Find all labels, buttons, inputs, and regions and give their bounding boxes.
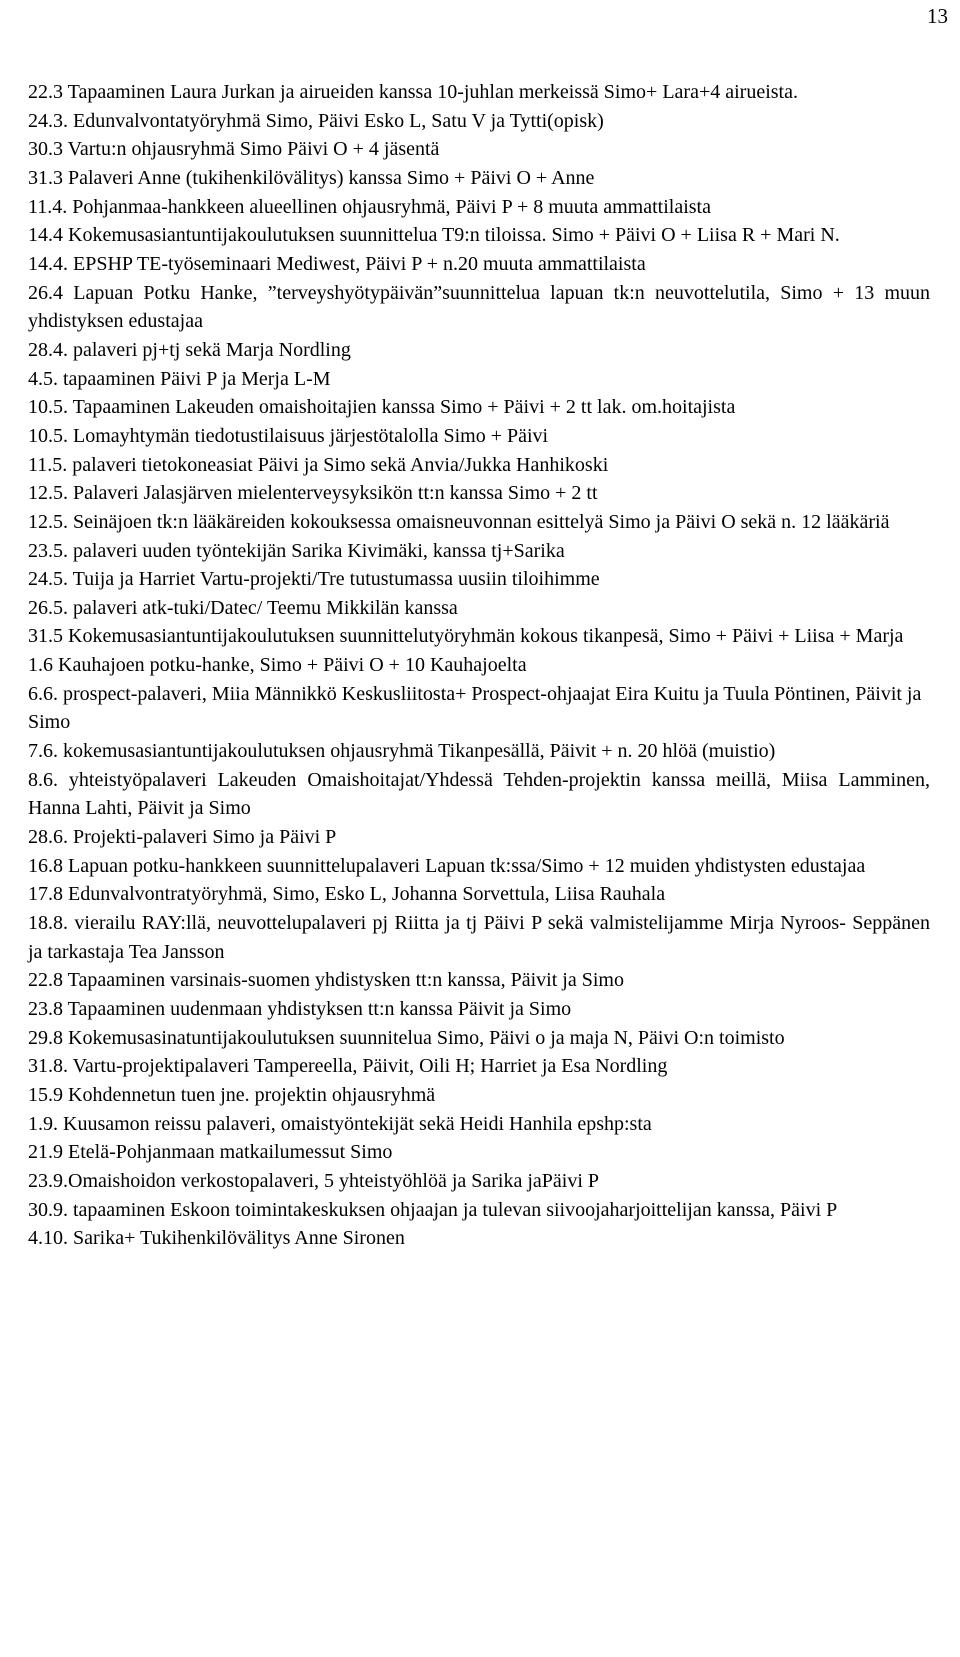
- log-entry: 26.5. palaveri atk-tuki/Datec/ Teemu Mikkilän kanssa: [28, 596, 458, 619]
- log-entry: 22.8 Tapaaminen varsinais-suomen yhdistysken tt:n kanssa, Päivit ja Simo: [28, 969, 624, 992]
- log-entry: 8.6. yhteistyöpalaveri Lakeuden Omaishoitajat/Yhdessä Tehden-projektin kanssa meillä, Miisa Lamminen, Hanna Lahti, Päivit ja Simo: [28, 768, 930, 820]
- meeting-log-list: [28, 78, 930, 1253]
- log-entry: 17.8 Edunvalvontratyöryhmä, Simo, Esko L, Johanna Sorvettula, Liisa Rauhala: [28, 883, 666, 906]
- log-entry: 24.3. Edunvalvontatyöryhmä Simo, Päivi Esko L, Satu V ja Tytti(opisk): [28, 109, 604, 132]
- log-entry: 23.9.Omaishoidon verkostopalaveri, 5 yhteistyöhlöä ja Sarika jaPäivi P: [28, 1169, 600, 1192]
- log-entry: 14.4 Kokemusasiantuntijakoulutuksen suunnittelua T9:n tiloissa. Simo + Päivi O + Liisa R + Mari N.: [28, 224, 840, 247]
- log-entry: 23.5. palaveri uuden työntekijän Sarika Kivimäki, kanssa tj+Sarika: [28, 539, 565, 562]
- log-entry: 4.10. Sarika+ Tukihenkilövälitys Anne Sironen: [28, 1227, 405, 1250]
- page-number: 13: [927, 4, 948, 28]
- log-entry: 15.9 Kohdennetun tuen jne. projektin ohjausryhmä: [28, 1083, 436, 1106]
- log-entry: 28.4. palaveri pj+tj sekä Marja Nordling: [28, 338, 351, 361]
- log-entry: 21.9 Etelä-Pohjanmaan matkailumessut Simo: [28, 1141, 393, 1164]
- log-entry: 22.3 Tapaaminen Laura Jurkan ja airueiden kanssa 10-juhlan merkeissä Simo+ Lara+4 airueista.: [28, 81, 798, 103]
- log-entry: 12.5. Palaveri Jalasjärven mielenterveysyksikön tt:n kanssa Simo + 2 tt: [28, 482, 598, 505]
- log-entry: 1.6 Kauhajoen potku-hanke, Simo + Päivi O + 10 Kauhajoelta: [28, 654, 527, 677]
- log-entry: 4.5. tapaaminen Päivi P ja Merja L-M: [28, 367, 331, 390]
- log-entry: 24.5. Tuija ja Harriet Vartu-projekti/Tre tutustumassa uusiin tiloihimme: [28, 568, 600, 591]
- log-entry: 6.6. prospect-palaveri, Miia Männikkö Keskusliitosta+ Prospect-ohjaajat Eira Kuitu ja Tuula Pöntinen, Päivit ja Simo: [28, 682, 922, 734]
- log-entry: 31.5 Kokemusasiantuntijakoulutuksen suunnittelutyöryhmän kokous tikanpesä, Simo + Päivi + Liisa + Marja: [28, 625, 904, 648]
- log-entry: 14.4. EPSHP TE-työseminaari Mediwest, Päivi P + n.20 muuta ammattilaista: [28, 252, 646, 275]
- log-entry: 18.8. vierailu RAY:llä, neuvottelupalaveri pj Riitta ja tj Päivi P sekä valmistelijamme Mirja Nyroos- Seppänen ja tarkastaja Tea Jansson: [28, 912, 930, 963]
- log-entry: 30.3 Vartu:n ohjausryhmä Simo Päivi O + 4 jäsentä: [28, 138, 440, 161]
- log-entry: 10.5. Lomayhtymän tiedotustilaisuus järjestötalolla Simo + Päivi: [28, 424, 549, 447]
- log-entry: 16.8 Lapuan potku-hankkeen suunnittelupalaveri Lapuan tk:ssa/Simo + 12 muiden yhdistysten edustajaa: [28, 854, 866, 877]
- log-entry: 11.5. palaveri tietokoneasiat Päivi ja Simo sekä Anvia/Jukka Hanhikoski: [28, 453, 609, 476]
- log-entry: 10.5. Tapaaminen Lakeuden omaishoitajien kanssa Simo + Päivi + 2 tt lak. om.hoitajista: [28, 396, 736, 419]
- log-entry: 7.6. kokemusasiantuntijakoulutuksen ohjausryhmä Tikanpesällä, Päivit + n. 20 hlöä (muistio): [28, 740, 776, 763]
- log-entry: 31.3 Palaveri Anne (tukihenkilövälitys) kanssa Simo + Päivi O + Anne: [28, 166, 595, 189]
- log-entry: 12.5. Seinäjoen tk:n lääkäreiden kokouksessa omaisneuvonnan esittelyä Simo ja Päivi O sekä n. 12 lääkäriä: [28, 510, 890, 533]
- log-entry: 30.9. tapaaminen Eskoon toimintakeskuksen ohjaajan ja tulevan siivoojaharjoittelijan kanssa, Päivi P: [28, 1198, 838, 1221]
- log-entry: 1.9. Kuusamon reissu palaveri, omaistyöntekijät sekä Heidi Hanhila epshp:sta: [28, 1112, 652, 1135]
- log-entry: 28.6. Projekti-palaveri Simo ja Päivi P: [28, 826, 337, 849]
- log-entry: 29.8 Kokemusasinatuntijakoulutuksen suunnitelua Simo, Päivi o ja maja N, Päivi O:n toimisto: [28, 1026, 785, 1049]
- log-entry: 31.8. Vartu-projektipalaveri Tampereella, Päivit, Oili H; Harriet ja Esa Nordling: [28, 1055, 668, 1078]
- log-entry: 11.4. Pohjanmaa-hankkeen alueellinen ohjausryhmä, Päivi P + 8 muuta ammattilaista: [28, 195, 711, 218]
- log-entry: 26.4 Lapuan Potku Hanke, ”terveyshyötypäivän”suunnittelua lapuan tk:n neuvottelutila, Simo + 13 muun yhdistyksen edustajaa: [28, 281, 930, 333]
- log-entry: 23.8 Tapaaminen uudenmaan yhdistyksen tt:n kanssa Päivit ja Simo: [28, 998, 572, 1020]
